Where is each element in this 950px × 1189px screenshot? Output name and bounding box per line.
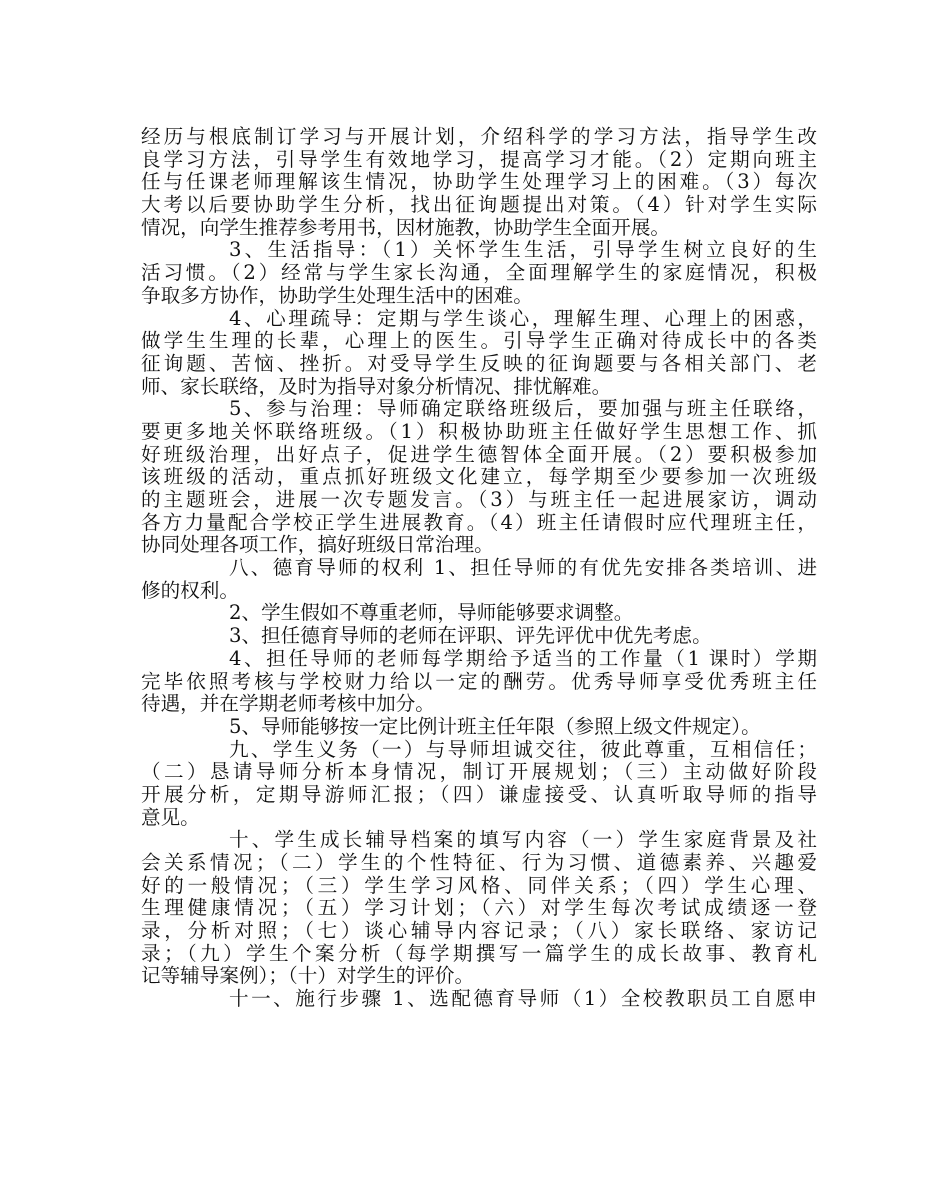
text-line: 4、担任导师的老师每学期给予适当的工作量（1 课时）学期 <box>229 646 817 670</box>
text-line: 十、学生成长辅导档案的填写内容（一）学生家庭背景及社 <box>229 828 817 852</box>
text-line: 经历与根底制订学习与开展计划，介绍科学的学习方法，指导学生改 <box>141 125 817 148</box>
text-line: 协同处理各项工作，搞好班级日常治理。 <box>141 533 494 557</box>
text-line: 任与任课老师理解该生情况，协助学生处理学习上的困难。（3）每次 <box>141 170 817 194</box>
text-line: 情况，向学生推荐参考用书，因材施教，协助学生全面开展。 <box>141 215 671 239</box>
text-line: 3、担任德育导师的老师在评职、评先评优中优先考虑。 <box>229 624 712 648</box>
text-line: 3、生活指导：（1）关怀学生生活，引导学生树立良好的生 <box>229 238 817 262</box>
text-line: 开展分析，定期导游师汇报；（四）谦虚接受、认真听取导师的指导 <box>141 782 817 806</box>
text-line: 良学习方法，引导学生有效地学习，提高学习才能。（2）定期向班主 <box>141 147 817 171</box>
text-line: 完毕依照考核与学校财力给以一定的酬劳。优秀导师享受优秀班主任 <box>141 669 817 693</box>
text-line: 录，分析对照；（七）谈心辅导内容记录；（八）家长联络、家访记 <box>141 919 817 943</box>
text-line: 各方力量配合学校正学生进展教育。（4）班主任请假时应代理班主任， <box>141 510 817 534</box>
text-line: 录；（九）学生个案分析（每学期撰写一篇学生的成长故事、教育札 <box>141 941 817 965</box>
text-line: 师、家长联络，及时为指导对象分析情况、排忧解难。 <box>141 374 612 398</box>
text-line: 九、学生义务（一）与导师坦诚交往，彼此尊重，互相信任； <box>229 737 817 761</box>
text-line: 4、心理疏导：定期与学生谈心，理解生理、心理上的困惑， <box>229 306 817 330</box>
text-line: 好的一般情况；（三）学生学习风格、同伴关系；（四）学生心理、 <box>141 873 817 897</box>
text-line: 好班级治理，出好点子，促进学生德智体全面开展。（2）要积极参加 <box>141 442 817 466</box>
text-line: 会关系情况；（二）学生的个性特征、行为习惯、道德素养、兴趣爱 <box>141 851 817 874</box>
text-line: 大考以后要协助学生分析，找出征询题提出对策。（4）针对学生实际 <box>141 193 817 217</box>
text-line: 征询题、苦恼、挫折。对受导学生反映的征询题要与各相关部门、老 <box>141 351 817 375</box>
text-line: 争取多方协作，协助学生处理生活中的困难。 <box>141 283 533 307</box>
text-line: 该班级的活动，重点抓好班级文化建立，每学期至少要参加一次班级 <box>141 465 817 489</box>
text-line: 修的权利。 <box>141 578 239 602</box>
text-line: 的主题班会，进展一次专题发言。（3）与班主任一起进展家访，调动 <box>141 488 817 511</box>
text-line: 5、导师能够按一定比例计班主任年限（参照上级文件规定）。 <box>229 714 761 738</box>
text-line: 要更多地关怀联络班级。（1）积极协助班主任做好学生思想工作、抓 <box>141 419 817 443</box>
text-line: 待遇，并在学期老师考核中加分。 <box>141 692 435 716</box>
text-line: 生理健康情况；（五）学习计划；（六）对学生每次考试成绩逐一登 <box>141 896 817 920</box>
text-line: 做学生生理的长辈，心理上的医生。引导学生正确对待成长中的各类 <box>141 329 817 353</box>
text-line: 活习惯。（2）经常与学生家长沟通，全面理解学生的家庭情况，积极 <box>141 261 817 285</box>
text-line: （二）恳请导师分析本身情况，制订开展规划；（三）主动做好阶段 <box>141 760 817 784</box>
text-line: 十一、施行步骤 1、选配德育导师（1）全校教职员工自愿申 <box>229 987 817 1011</box>
document-page <box>141 126 817 1011</box>
text-line: 5、参与治理：导师确定联络班级后，要加强与班主任联络， <box>229 397 817 421</box>
text-line: 记等辅导案例）；（十）对学生的评价。 <box>141 964 475 988</box>
text-line: 2、学生假如不尊重老师，导师能够要求调整。 <box>229 601 634 625</box>
text-line: 意见。 <box>141 805 200 829</box>
text-line: 八、德育导师的权利 1、担任导师的有优先安排各类培训、进 <box>229 556 817 580</box>
